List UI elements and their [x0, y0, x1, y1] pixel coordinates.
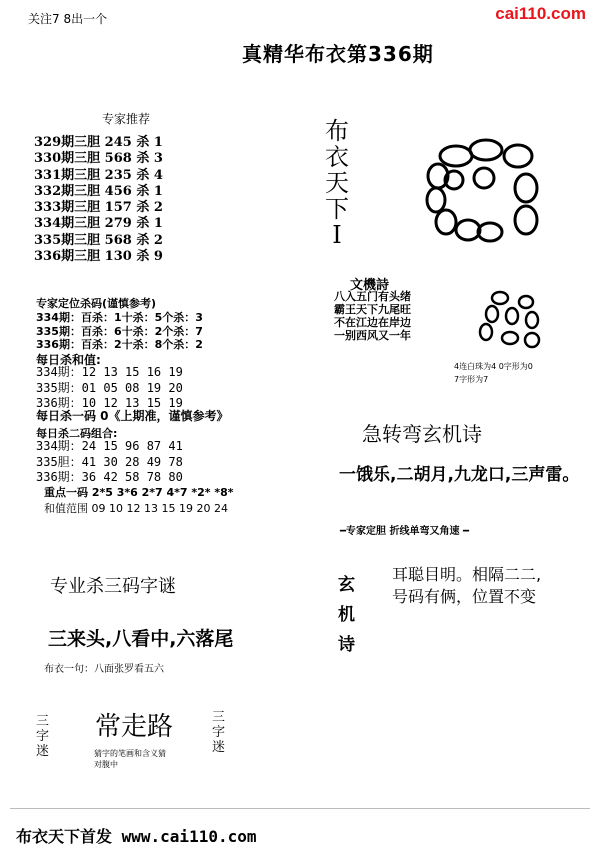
riddle-note-line: 猜字的笔画和含义猜 — [94, 749, 166, 758]
wenji-poem — [334, 290, 411, 342]
page-title: 真精华布衣第336期 — [242, 42, 434, 66]
kill-row: 334期：百杀：1十杀：5个杀：3 — [36, 311, 203, 324]
tail-note: 4连白珠为4 0字形为0 — [454, 362, 533, 371]
pick-list — [34, 135, 163, 265]
poem-line: 耳聪目明。相隔二二, — [392, 565, 542, 584]
bead-chain-icon — [408, 136, 558, 246]
site-logo[interactable]: cai110.com — [495, 4, 586, 23]
sum-row: 334期：12 13 15 16 19 — [36, 365, 183, 379]
top-note: 关注7 8出一个 — [28, 12, 108, 26]
footer-banner: 布衣天下首发 www.cai110.com — [16, 827, 257, 846]
daily-two: 每日杀二码组合: — [36, 427, 118, 440]
riddle-answer-title: 常走路 — [95, 712, 174, 742]
key-code: 重点一码 2*5 3*6 2*7 4*7 *2* *8* — [44, 486, 234, 499]
three-riddle-left: 三字迷 — [36, 714, 50, 759]
two-row: 336期：36 42 58 78 80 — [36, 470, 183, 484]
kill-list — [36, 311, 203, 352]
riddle-main: 三来头,八看中,六落尾 — [48, 628, 234, 650]
tail-note: 7字形为7 — [454, 375, 489, 384]
pick-row: 329期三胆 245 杀 1 — [34, 135, 163, 150]
bu-yi-vertical: 布衣天下Ⅰ — [325, 117, 349, 249]
footer-divider — [10, 808, 590, 809]
kill-heading: 专家定位杀码(谨慎参考) — [36, 297, 157, 310]
xuan-ji-vertical: 玄机诗 — [338, 575, 355, 655]
sum-list — [36, 365, 183, 412]
pick-row: 332期三胆 456 杀 1 — [34, 183, 163, 199]
wenji-line: 霸王天下九尾旺 — [334, 303, 411, 316]
wenji-line: 一别西风又一年 — [334, 329, 411, 342]
ji-line: 一饿乐,二胡月,九龙口,三声雷。 — [339, 465, 580, 485]
riddle-heading: 专业杀三码字谜 — [50, 576, 176, 597]
riddle-note-line: 对腹中 — [94, 760, 118, 769]
cloth-line: 布衣一句：八面张罗看五六 — [44, 664, 164, 675]
pick-heading: 专家推荐 — [102, 112, 151, 126]
sum-heading: 每日杀和值: — [36, 353, 101, 367]
two-row: 334期：24 15 96 87 41 — [36, 439, 183, 453]
kill-row: 336期：百杀：2十杀：8个杀：2 — [36, 338, 203, 351]
three-riddle-right: 三字迷 — [212, 710, 226, 755]
wenji-line: 不在江边在岸边 — [334, 316, 411, 329]
sum-row: 335期：01 05 08 19 20 — [36, 380, 183, 395]
wenji-title: 文機詩 — [350, 278, 390, 293]
pick-row: 330期三胆 568 杀 3 — [34, 151, 163, 167]
poem-line: 号码有俩，位置不变 — [392, 587, 537, 606]
kill-row: 335期：百杀：6十杀：2个杀：7 — [36, 324, 203, 338]
bead-triangle-icon — [470, 286, 550, 356]
ji-title: 急转弯玄机诗 — [362, 422, 482, 446]
tail-notes — [454, 360, 533, 386]
riddle-note — [94, 748, 166, 770]
pick-row: 335期三胆 568 杀 2 — [34, 232, 163, 248]
sum-row: 336期：10 12 13 15 19 — [36, 396, 183, 410]
pick-row: 336期三胆 130 杀 9 — [34, 249, 163, 265]
daily-one: 每日杀一码 0《上期准，谨慎参考》 — [36, 409, 229, 423]
wenji-line: 八入五门有头绪 — [334, 290, 411, 303]
pick-row: 331期三胆 235 杀 4 — [34, 167, 163, 183]
two-list — [36, 439, 183, 486]
two-row: 335胆：41 30 28 49 78 — [36, 454, 183, 469]
xuan-ji-poem — [392, 564, 541, 608]
expert-line: ━专家定胆 折线单弯又角速 ━ — [340, 526, 470, 537]
sum-range: 和值范围 09 10 12 13 15 19 20 24 — [44, 502, 228, 515]
pick-row: 333期三胆 157 杀 2 — [34, 200, 163, 216]
pick-row: 334期三胆 279 杀 1 — [34, 216, 163, 232]
